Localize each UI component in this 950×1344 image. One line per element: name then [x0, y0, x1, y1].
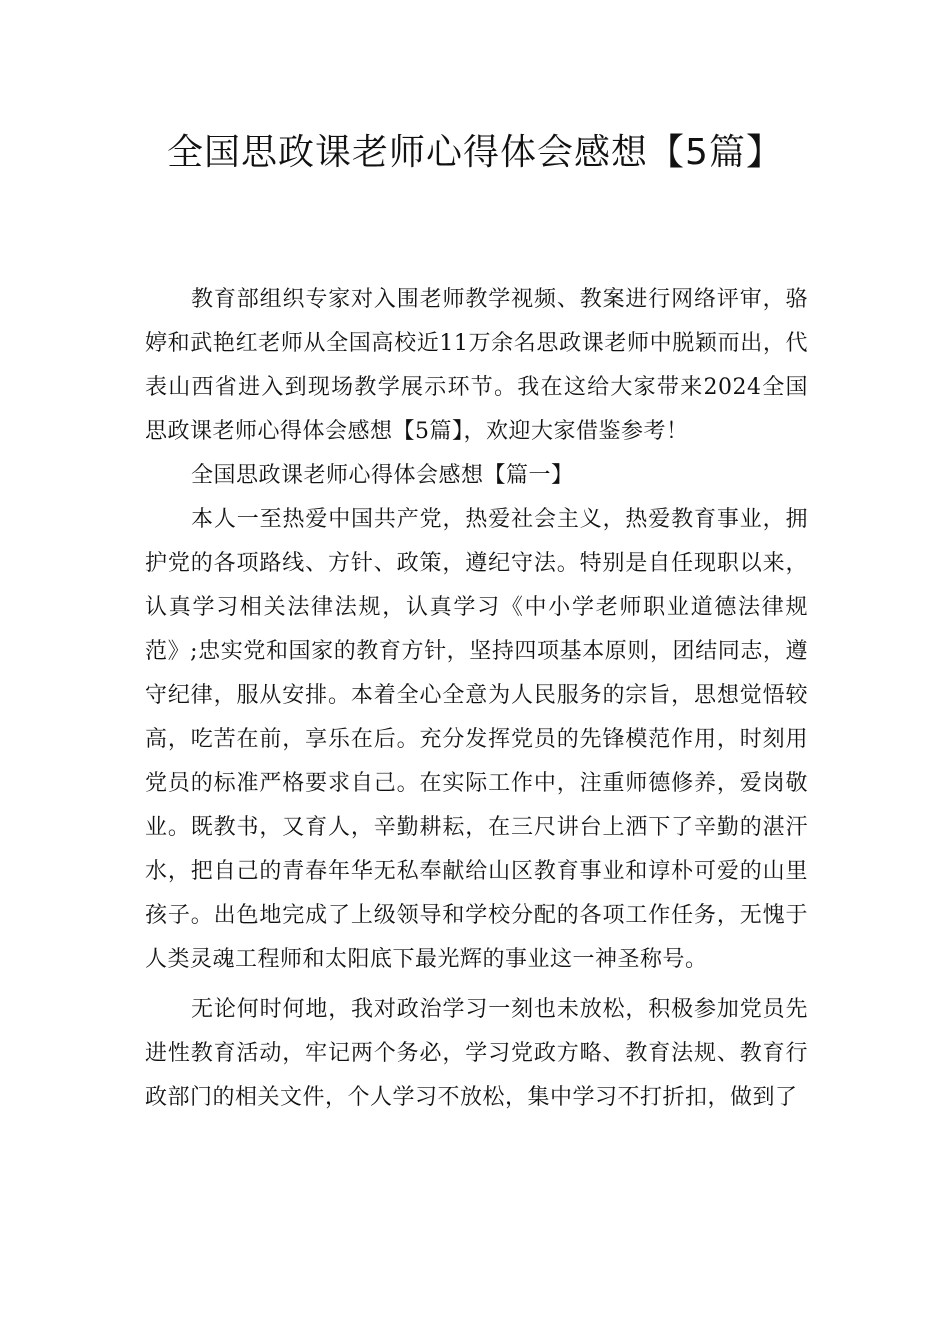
section-heading: 全国思政课老师心得体会感想【篇一】	[191, 463, 574, 488]
document-title: 全国思政课老师心得体会感想【5篇】	[167, 132, 783, 173]
document-body	[145, 278, 808, 1120]
body-paragraph: 无论何时何地，我对政治学习一刻也未放松，积极参加党员先进性教育活动，牢记两个务必，学习党政方略、教育法规、教育行政部门的相关文件，个人学习不放松，集中学习不打折扣，做到了	[145, 997, 808, 1110]
body-paragraph: 本人一至热爱中国共产党，热爱社会主义，热爱教育事业，拥护党的各项路线、方针、政策，遵纪守法。特别是自任现职以来，认真学习相关法律法规，认真学习《中小学老师职业道德法律规范》;忠实党和国家的教育方针，坚持四项基本原则，团结同志，遵守纪律，服从安排。本着全心全意为人民服务的宗旨，思想觉悟较高，吃苦在前，享乐在后。充分发挥党员的先锋模范作用，时刻用党员的标准严格要求自己。在实际工作中，注重师德修养，爱岗敬业。既教书，又育人，辛勤耕耘，在三尺讲台上洒下了辛勤的湛汗水，把自己的青春年华无私奉献给山区教育事业和谆朴可爱的山里孩子。出色地完成了上级领导和学校分配的各项工作任务，无愧于人类灵魂工程师和太阳底下最光辉的事业这一神圣称号。	[145, 507, 808, 972]
intro-paragraph: 教育部组织专家对入围老师教学视频、教案进行网络评审，骆婷和武艳红老师从全国高校近11万余名思政课老师中脱颖而出，代表山西省进入到现场教学展示环节。我在这给大家带来2024全国思政课老师心得体会感想【5篇】，欢迎大家借鉴参考！	[145, 287, 808, 444]
